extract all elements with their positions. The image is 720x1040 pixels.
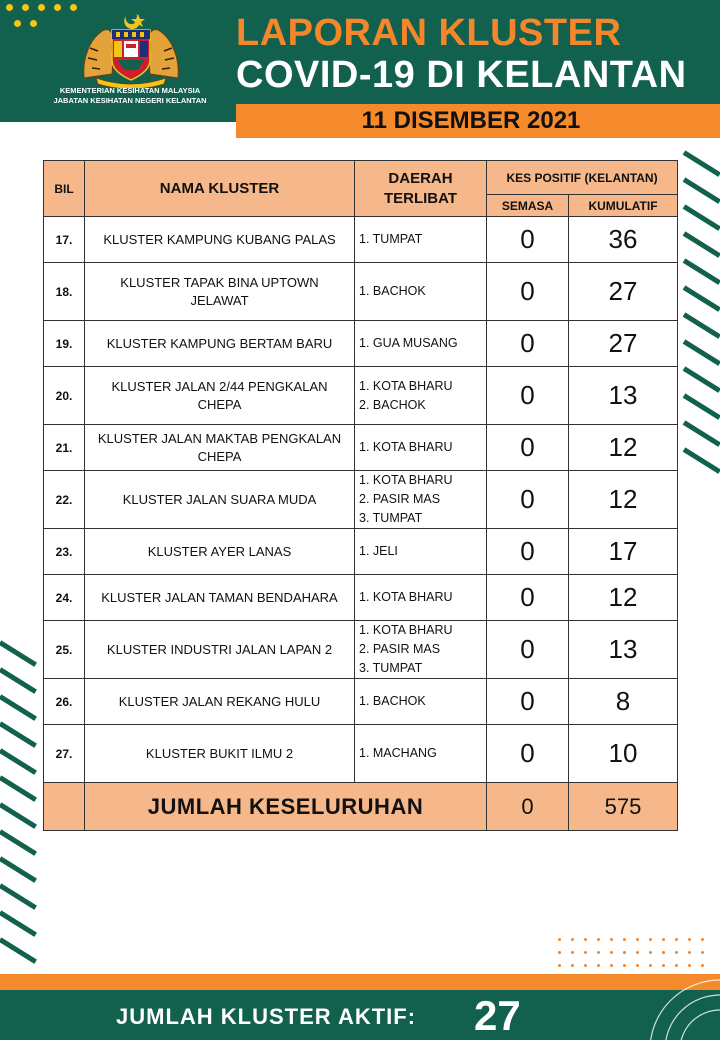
semasa-count: 0 (487, 575, 569, 621)
district-list (355, 367, 487, 425)
table-row (44, 621, 678, 679)
table-row (44, 575, 678, 621)
decorative-arcs (600, 960, 720, 1040)
district-item: 1. TUMPAT (359, 232, 423, 246)
table-row (44, 367, 678, 425)
kumulatif-count: 12 (569, 471, 678, 529)
semasa-count: 0 (487, 471, 569, 529)
report-date: 11 DISEMBER 2021 (361, 107, 581, 134)
table-row (44, 425, 678, 471)
semasa-count: 0 (487, 425, 569, 471)
table-row (44, 321, 678, 367)
district-list (355, 425, 487, 471)
malaysia-coat-of-arms-icon (76, 8, 186, 88)
kumulatif-count: 13 (569, 621, 678, 679)
semasa-count: 0 (487, 529, 569, 575)
row-number: 24. (44, 575, 85, 621)
district-list (355, 217, 487, 263)
kumulatif-count: 12 (569, 575, 678, 621)
kumulatif-count: 27 (569, 321, 678, 367)
header-nama-kluster: NAMA KLUSTER (85, 161, 355, 217)
kumulatif-count: 36 (569, 217, 678, 263)
header-semasa: SEMASA (487, 195, 569, 217)
table-row (44, 679, 678, 725)
cluster-name: KLUSTER AYER LANAS (85, 529, 355, 575)
district-list (355, 321, 487, 367)
semasa-count: 0 (487, 367, 569, 425)
header-kes-positif: KES POSITIF (KELANTAN) (487, 161, 678, 195)
decorative-stripes-right (684, 150, 720, 470)
total-semasa: 0 (487, 783, 569, 831)
district-list (355, 679, 487, 725)
header-kumulatif: KUMULATIF (569, 195, 678, 217)
district-item: 1. MACHANG (359, 746, 437, 760)
district-item: 3. TUMPAT (359, 661, 423, 675)
table-row (44, 263, 678, 321)
district-list (355, 725, 487, 783)
cluster-name: KLUSTER JALAN REKANG HULU (85, 679, 355, 725)
row-number: 22. (44, 471, 85, 529)
row-number: 19. (44, 321, 85, 367)
kumulatif-count: 17 (569, 529, 678, 575)
row-number: 23. (44, 529, 85, 575)
table-row (44, 471, 678, 529)
cluster-name: KLUSTER INDUSTRI JALAN LAPAN 2 (85, 621, 355, 679)
district-item: 1. GUA MUSANG (359, 336, 458, 350)
semasa-count: 0 (487, 263, 569, 321)
row-number: 21. (44, 425, 85, 471)
district-item: 2. BACHOK (359, 397, 426, 412)
header-daerah-terlibat: DAERAH TERLIBAT (355, 161, 487, 217)
agency-name (40, 86, 220, 106)
agency-line-1: KEMENTERIAN KESIHATAN MALAYSIA (59, 86, 201, 95)
district-item: 1. KOTA BHARU (359, 590, 453, 604)
total-row (44, 783, 678, 831)
row-number: 20. (44, 367, 85, 425)
district-item: 1. BACHOK (359, 284, 426, 298)
table-row (44, 725, 678, 783)
kumulatif-count: 27 (569, 263, 678, 321)
kumulatif-count: 13 (569, 367, 678, 425)
semasa-count: 0 (487, 321, 569, 367)
cluster-name: KLUSTER TAPAK BINA UPTOWN JELAWAT (85, 263, 355, 321)
semasa-count: 0 (487, 679, 569, 725)
kumulatif-count: 8 (569, 679, 678, 725)
district-list (355, 263, 487, 321)
semasa-count: 0 (487, 621, 569, 679)
district-item: 1. BACHOK (359, 694, 426, 708)
table-row (44, 217, 678, 263)
district-item: 1. KOTA BHARU (359, 623, 453, 637)
agency-line-2: JABATAN KESIHATAN NEGERI KELANTAN (53, 96, 207, 105)
district-item: 3. TUMPAT (359, 511, 423, 525)
total-spacer (44, 783, 85, 831)
district-item: 1. KOTA BHARU (359, 378, 453, 393)
semasa-count: 0 (487, 725, 569, 783)
district-list (355, 575, 487, 621)
table-row (44, 529, 678, 575)
row-number: 17. (44, 217, 85, 263)
report-title-line-1: LAPORAN KLUSTER (236, 12, 622, 54)
row-number: 27. (44, 725, 85, 783)
cluster-table (43, 160, 678, 831)
cluster-name: KLUSTER JALAN SUARA MUDA (85, 471, 355, 529)
decorative-dots (6, 4, 76, 34)
row-number: 25. (44, 621, 85, 679)
kumulatif-count: 10 (569, 725, 678, 783)
report-title-line-2: COVID-19 DI KELANTAN (236, 54, 687, 96)
row-number: 26. (44, 679, 85, 725)
cluster-name: KLUSTER KAMPUNG KUBANG PALAS (85, 217, 355, 263)
total-kumulatif: 575 (569, 783, 678, 831)
active-clusters-label: JUMLAH KLUSTER AKTIF: (116, 1004, 417, 1029)
district-item: 1. JELI (359, 544, 398, 558)
cluster-name: KLUSTER KAMPUNG BERTAM BARU (85, 321, 355, 367)
district-item: 1. KOTA BHARU (359, 473, 453, 487)
total-label: JUMLAH KESELURUHAN (85, 783, 487, 831)
cluster-name: KLUSTER BUKIT ILMU 2 (85, 725, 355, 783)
district-item: 1. KOTA BHARU (359, 440, 453, 454)
cluster-name: KLUSTER JALAN TAMAN BENDAHARA (85, 575, 355, 621)
district-item: 2. PASIR MAS (359, 492, 441, 506)
row-number: 18. (44, 263, 85, 321)
district-list (355, 471, 487, 529)
district-list (355, 529, 487, 575)
semasa-count: 0 (487, 217, 569, 263)
district-list (355, 621, 487, 679)
active-clusters-count: 27 (474, 992, 521, 1039)
cluster-name: KLUSTER JALAN MAKTAB PENGKALAN CHEPA (85, 425, 355, 471)
decorative-stripes-left (0, 640, 40, 960)
header-bil: BIL (44, 161, 85, 217)
cluster-name: KLUSTER JALAN 2/44 PENGKALAN CHEPA (85, 367, 355, 425)
district-item: 2. PASIR MAS (359, 642, 441, 656)
kumulatif-count: 12 (569, 425, 678, 471)
